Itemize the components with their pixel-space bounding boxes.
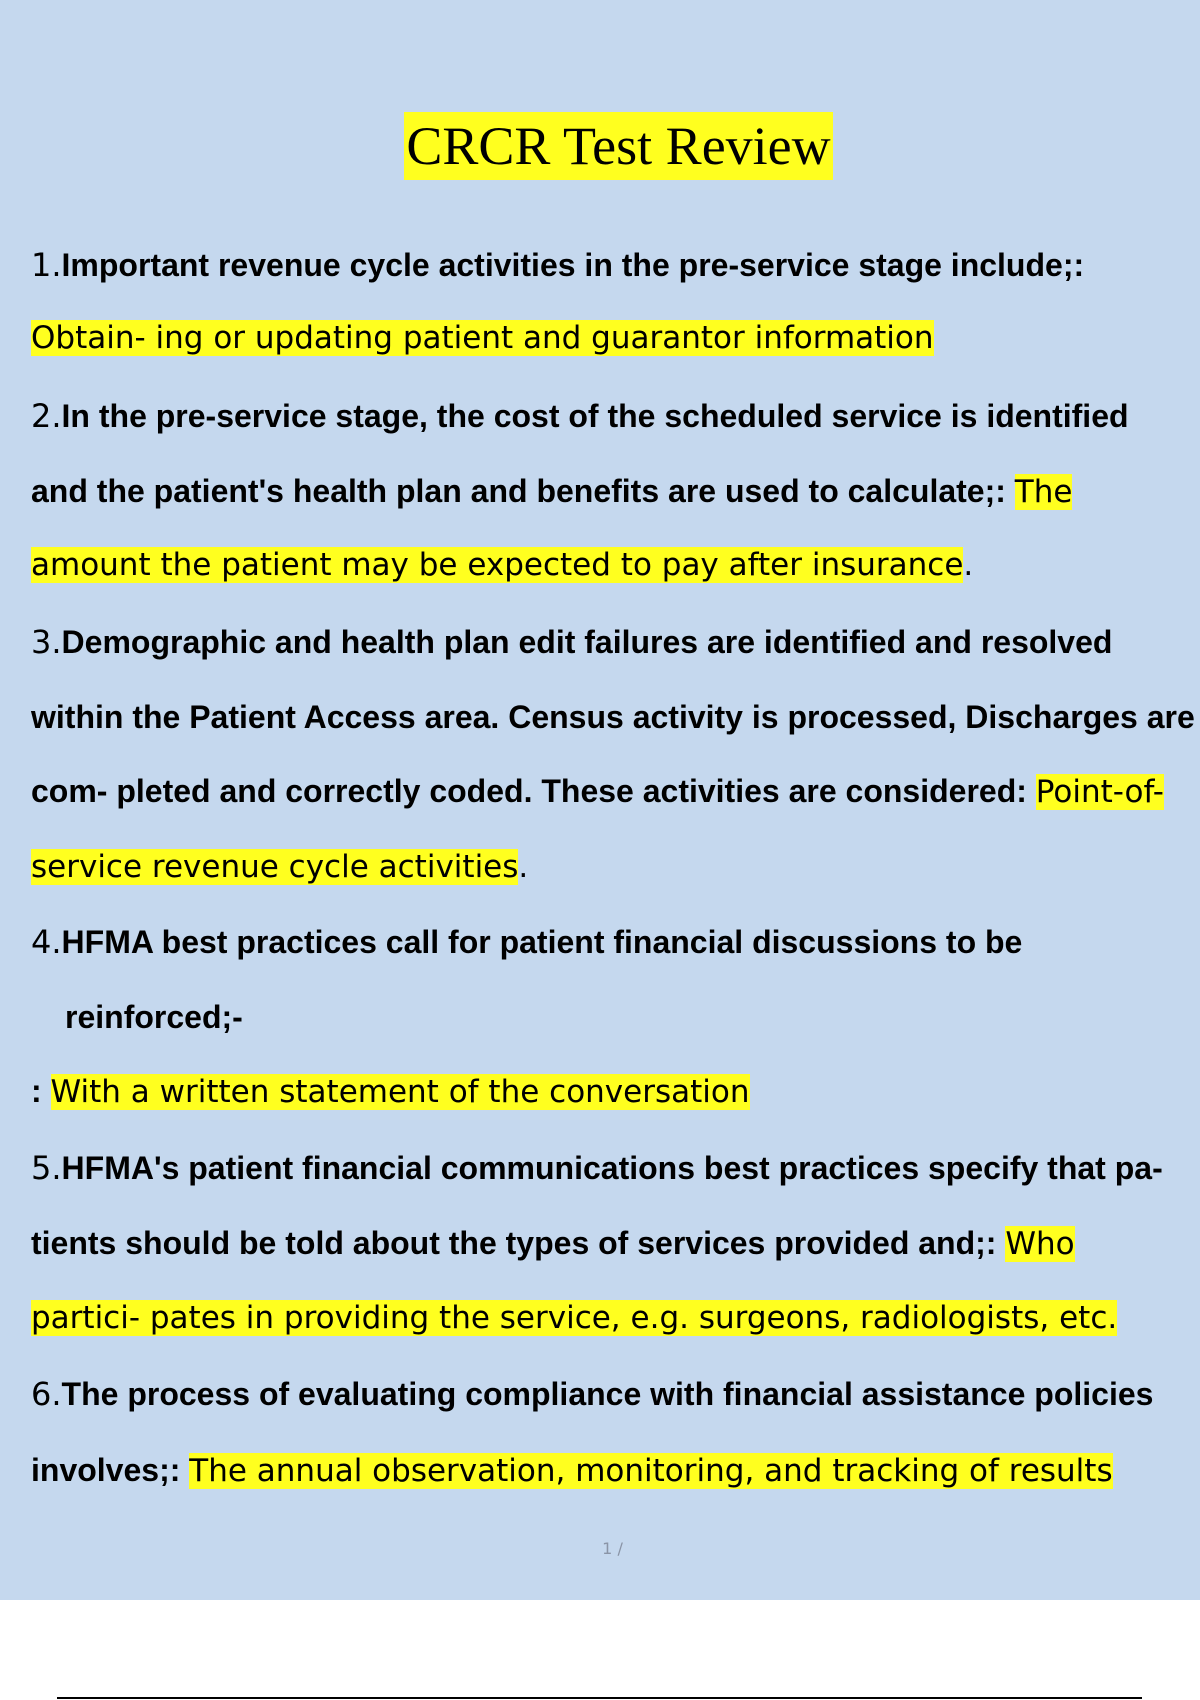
answer-highlight: The annual observation, monitoring, and tracking of results [189, 1453, 1113, 1489]
question-text: com- pleted and correctly coded. These activities are considered: [31, 773, 1036, 809]
item-4-line-2 [65, 997, 243, 1038]
item-number: 2. [31, 397, 62, 435]
item-4-line-1 [31, 922, 1022, 963]
item-number: 5. [31, 1149, 62, 1187]
item-1-line-1 [31, 245, 1084, 286]
item-number: 3. [31, 623, 62, 661]
item-4-line-3 [31, 1071, 750, 1112]
item-2-line-3 [31, 545, 973, 585]
item-5-line-2 [31, 1223, 1075, 1264]
item-3-line-1 [31, 622, 1112, 663]
question-text: and the patient's health plan and benefits are used to calculate;: [31, 473, 1015, 509]
question-text: Important revenue cycle activities in the pre-service stage include;: [61, 247, 1085, 283]
item-5-line-1 [31, 1148, 1163, 1189]
item-number: 4. [31, 923, 62, 961]
item-6-line-2 [31, 1450, 1113, 1491]
question-text: HFMA's patient financial communications best practices specify that pa- [61, 1150, 1163, 1186]
item-2-line-2 [31, 471, 1072, 512]
answer-highlight: Point-of- [1035, 774, 1164, 810]
item-number: 1. [31, 246, 62, 284]
answer-highlight: Who [1005, 1226, 1075, 1262]
answer-highlight: amount the patient may be expected to pay after insurance [31, 547, 964, 583]
question-text: HFMA best practices call for patient financial discussions to be [61, 924, 1023, 960]
answer-highlight: Obtain- ing or updating patient and guarantor information [31, 320, 934, 356]
item-3-line-4 [31, 847, 528, 887]
document-title: CRCR Test Review [404, 112, 832, 180]
item-2-line-1 [31, 396, 1129, 437]
item-number: 6. [31, 1375, 62, 1413]
answer-prefix: : [31, 1073, 51, 1109]
question-text: within the Patient Access area. Census activity is processed, Discharges are [31, 699, 1195, 735]
horizontal-rule [57, 1697, 1142, 1699]
answer-highlight: service revenue cycle activities [31, 849, 519, 885]
title-container [0, 112, 1200, 180]
sentence-end: . [963, 547, 974, 583]
answer-highlight: partici- pates in providing the service, e.g. surgeons, radiologists, etc. [31, 1300, 1118, 1336]
question-text: involves;: [31, 1452, 190, 1488]
question-text: In the pre-service stage, the cost of the scheduled service is identified [61, 398, 1129, 434]
item-6-line-1 [31, 1374, 1153, 1415]
answer-highlight: The [1014, 474, 1073, 510]
question-text: reinforced;- [65, 999, 243, 1035]
sentence-end: . [518, 849, 529, 885]
item-1-line-2 [31, 318, 934, 358]
item-5-line-3 [31, 1298, 1117, 1338]
item-3-line-2 [31, 697, 1195, 738]
question-text: Demographic and health plan edit failures are identified and resolved [61, 624, 1113, 660]
page-number: 1 / [602, 1539, 623, 1558]
item-3-line-3 [31, 771, 1164, 812]
question-text: tients should be told about the types of services provided and;: [31, 1225, 1006, 1261]
question-text: The process of evaluating compliance with financial assistance policies [61, 1376, 1154, 1412]
answer-highlight: With a written statement of the conversation [50, 1074, 750, 1110]
